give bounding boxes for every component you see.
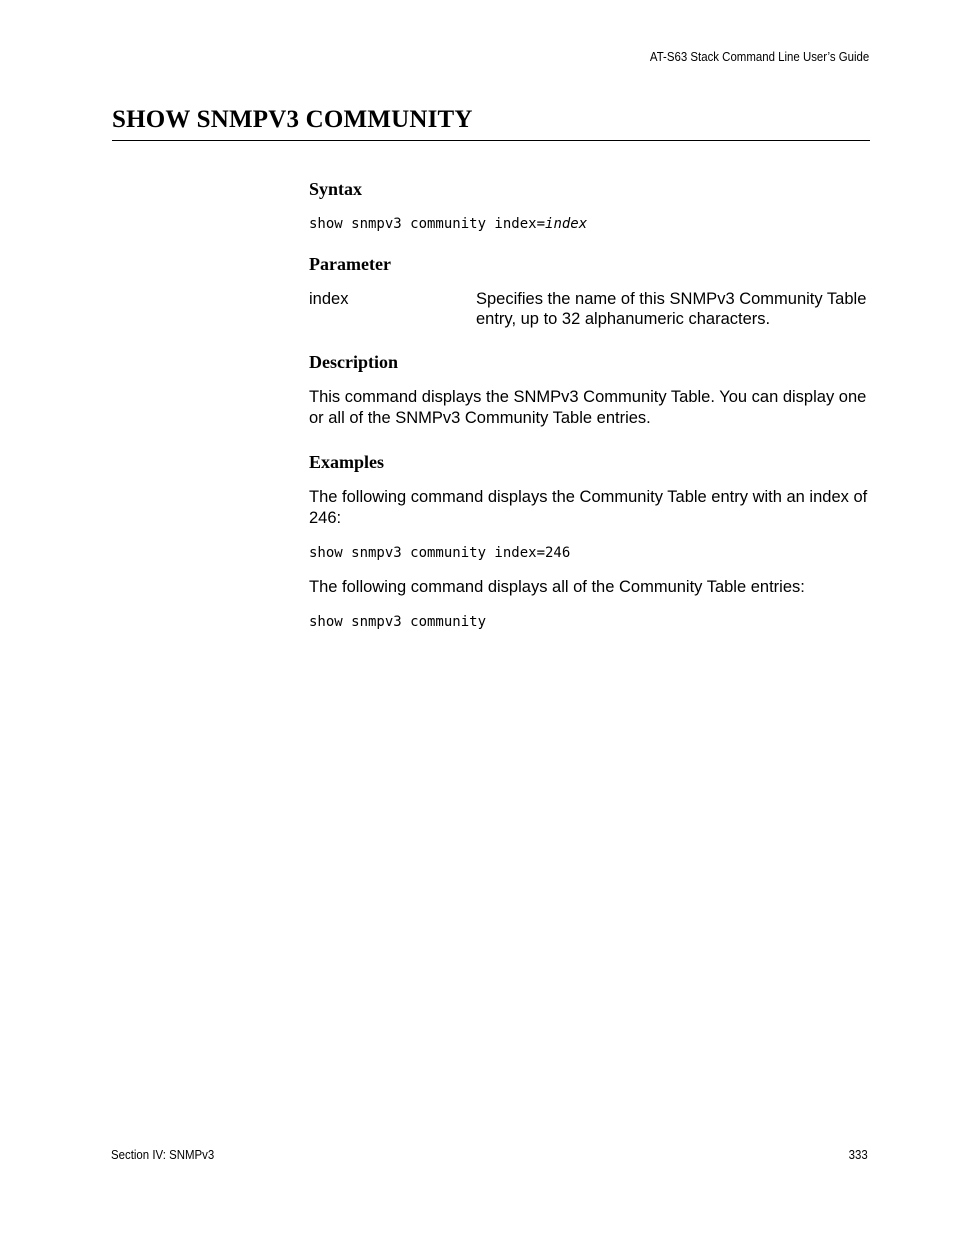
- example-text: The following command displays all of the Community Table entries:: [309, 578, 805, 596]
- example-command: show snmpv3 community index=246: [309, 545, 571, 561]
- syntax-heading: Syntax: [309, 179, 363, 199]
- example-command: show snmpv3 community: [309, 614, 487, 630]
- example-text: The following command displays the Community Table entry with an index of 246:: [309, 488, 868, 527]
- description-text: This command displays the SNMPv3 Community Table. You can display one or all of the SNMPv3 Community Table entries.: [309, 388, 867, 427]
- command-reference-body: [309, 178, 874, 632]
- examples-heading: Examples: [309, 452, 385, 472]
- parameter-description: Specifies the name of this SNMPv3 Community Table entry, up to 32 alphanumeric characters.: [476, 290, 867, 328]
- parameter-heading: Parameter: [309, 254, 391, 274]
- footer-page-number: 333: [848, 1147, 868, 1162]
- syntax-command-text: show snmpv3 community index=: [309, 216, 546, 232]
- parameter-name: index: [309, 290, 349, 308]
- page-title: SHOW SNMPV3 COMMUNITY: [112, 106, 473, 133]
- syntax-argument: index: [545, 216, 588, 232]
- footer-section: Section IV: SNMPv3: [111, 1147, 215, 1162]
- parameter-row: [309, 289, 874, 329]
- syntax-command: [309, 214, 874, 234]
- description-heading: Description: [309, 352, 398, 372]
- title-rule: [112, 140, 870, 141]
- running-header: AT-S63 Stack Command Line User’s Guide: [649, 49, 869, 64]
